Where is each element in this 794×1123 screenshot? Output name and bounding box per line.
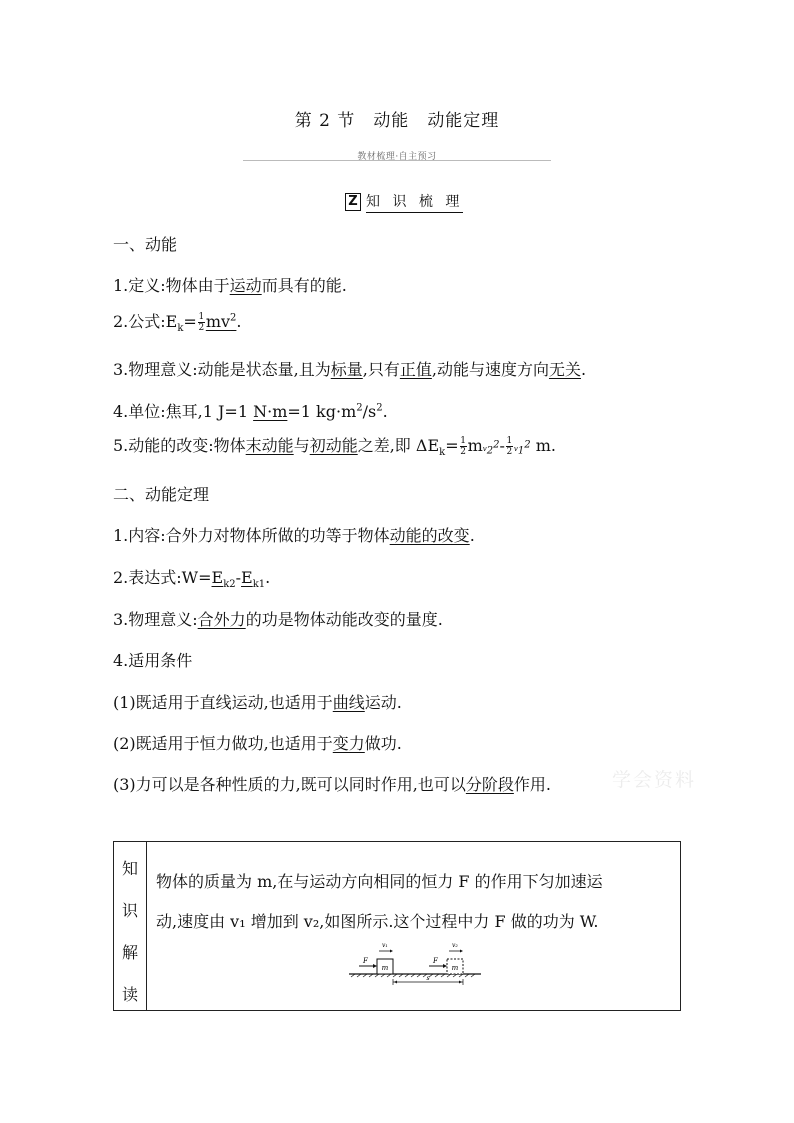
expression-line	[113, 565, 270, 590]
text: 而具有的能.	[261, 276, 347, 295]
answer-underline: 曲线	[332, 693, 365, 712]
text: =1 kg·m	[287, 402, 357, 421]
answer-underline: 初动能	[309, 436, 358, 455]
answer-underline	[206, 312, 237, 331]
numerator: 1	[198, 312, 205, 322]
numerator: 1	[460, 436, 466, 446]
text: .	[580, 360, 587, 379]
denominator: 2	[198, 323, 205, 333]
text: 2.公式:E	[113, 312, 178, 331]
text: 运动.	[364, 693, 402, 712]
force-arrow-final	[429, 964, 447, 968]
mass-label: m	[381, 964, 389, 972]
answer-underline: 动能的改变	[389, 526, 470, 545]
text: .	[382, 402, 388, 421]
answer-underline	[211, 568, 236, 591]
side-char: 识	[122, 901, 139, 920]
fraction	[506, 436, 513, 457]
text: 3.物理意义:动能是状态量,且为	[113, 360, 331, 379]
text: mv	[205, 312, 231, 331]
title-part2: 动能定理	[427, 111, 500, 131]
force-label: F	[363, 957, 368, 965]
subscript: k	[177, 323, 184, 335]
side-char: 读	[122, 985, 139, 1004]
physics-figure	[347, 939, 483, 997]
text: (3)力可以是各种性质的力,既可以同时作用,也可以	[113, 775, 466, 794]
text: (1)既适用于直线运动,也适用于	[113, 693, 333, 712]
side-char: 解	[122, 943, 139, 962]
knowledge-text-line-2: 动,速度由 v₁ 增加到 v₂,如图所示.这个过程中力 F 做的功为 W.	[156, 912, 599, 931]
answer-underline: N·m	[253, 402, 288, 421]
text: 的功是物体动能改变的量度.	[245, 610, 443, 629]
text: .	[236, 312, 242, 331]
conditions-heading: 4.适用条件	[113, 651, 193, 670]
velocity-arrow-initial	[379, 950, 393, 953]
text: 1.定义:物体由于	[113, 276, 230, 295]
text: m	[467, 436, 483, 455]
subscript: k1	[252, 579, 266, 591]
distance-label: s	[426, 975, 430, 982]
text: 之差,即 ΔE	[357, 436, 440, 455]
fraction	[460, 436, 467, 457]
page-subtitle: 教材梳理·自主预习	[357, 152, 437, 162]
condition-3-line	[113, 772, 551, 795]
text: 做功.	[364, 734, 402, 753]
text: .	[469, 526, 475, 545]
watermark: 学会资料	[612, 769, 697, 791]
title-part1: 动能	[373, 111, 410, 131]
knowledge-box-side	[114, 842, 147, 1010]
section1-heading: 一、动能	[113, 235, 178, 254]
text: (2)既适用于恒力做功,也适用于	[113, 734, 333, 753]
velocity-label: v₂	[452, 942, 458, 949]
superscript: 2	[230, 312, 237, 324]
side-char: 知	[122, 859, 139, 878]
answer-underline: 合外力	[197, 610, 246, 629]
page-title	[0, 106, 794, 131]
text: E	[211, 568, 224, 587]
velocity-arrow-final	[449, 950, 463, 953]
formula-line	[113, 309, 242, 334]
answer-underline: 无关	[548, 360, 581, 379]
denominator: 2	[506, 447, 513, 457]
subscript: 2	[486, 445, 494, 457]
superscript: 2	[524, 439, 531, 451]
numerator: 1	[506, 436, 513, 446]
velocity-label: v₁	[382, 942, 388, 949]
subscript: 1	[517, 445, 525, 457]
badge-text: 知 识 梳 理	[366, 191, 463, 213]
subscript: k	[439, 447, 446, 459]
text: .	[265, 568, 271, 587]
superscript: 2	[356, 402, 363, 414]
answer-underline: 正值	[399, 360, 432, 379]
answer-underline: 末动能	[245, 436, 294, 455]
tiny-v2	[482, 439, 500, 457]
text: /s	[362, 402, 377, 421]
fraction	[198, 312, 205, 333]
subscript: k2	[223, 579, 236, 591]
superscript: 2	[493, 439, 500, 451]
content-line	[113, 523, 475, 546]
answer-underline: 运动	[229, 276, 262, 295]
text: 4.单位:焦耳,1 J=1	[113, 402, 254, 421]
text: 2.表达式:W=	[113, 568, 212, 587]
badge-letter: Z	[345, 193, 361, 211]
force-arrow-initial	[359, 964, 377, 968]
text: m.	[530, 436, 556, 455]
title-section: 第 2 节	[294, 111, 356, 131]
answer-underline: 分阶段	[465, 775, 514, 794]
condition-2-line	[113, 731, 402, 754]
text: ,动能与速度方向	[431, 360, 549, 379]
section-badge	[345, 191, 463, 213]
tiny-v1	[513, 439, 531, 457]
mass-label: m	[451, 964, 459, 972]
text: E	[241, 568, 253, 587]
text: =	[183, 312, 197, 331]
meaning-line	[113, 357, 586, 380]
definition-line	[113, 273, 347, 296]
unit-line	[113, 399, 388, 422]
answer-underline: 变力	[332, 734, 365, 753]
text: 与	[293, 436, 310, 455]
text: =	[445, 436, 459, 455]
section2-heading: 二、动能定理	[113, 485, 210, 504]
knowledge-box	[113, 841, 681, 1011]
text: 5.动能的改变:物体	[113, 436, 246, 455]
answer-underline	[241, 568, 266, 591]
superscript: 2	[376, 402, 383, 414]
text: 3.物理意义:	[113, 610, 198, 629]
text: v	[513, 445, 518, 453]
force-label: F	[433, 957, 438, 965]
meaning2-line	[113, 607, 443, 630]
text: ,只有	[362, 360, 400, 379]
change-line	[113, 433, 556, 458]
text: v	[482, 445, 487, 453]
text: 1.内容:合外力对物体所做的功等于物体	[113, 526, 390, 545]
text: -	[499, 436, 505, 455]
answer-underline: 标量	[330, 360, 363, 379]
denominator: 2	[460, 447, 466, 457]
text: 作用.	[513, 775, 551, 794]
condition-1-line	[113, 690, 402, 713]
knowledge-text-line-1: 物体的质量为 m,在与运动方向相同的恒力 F 的作用下匀加速运	[156, 872, 603, 891]
text: -	[235, 568, 242, 587]
